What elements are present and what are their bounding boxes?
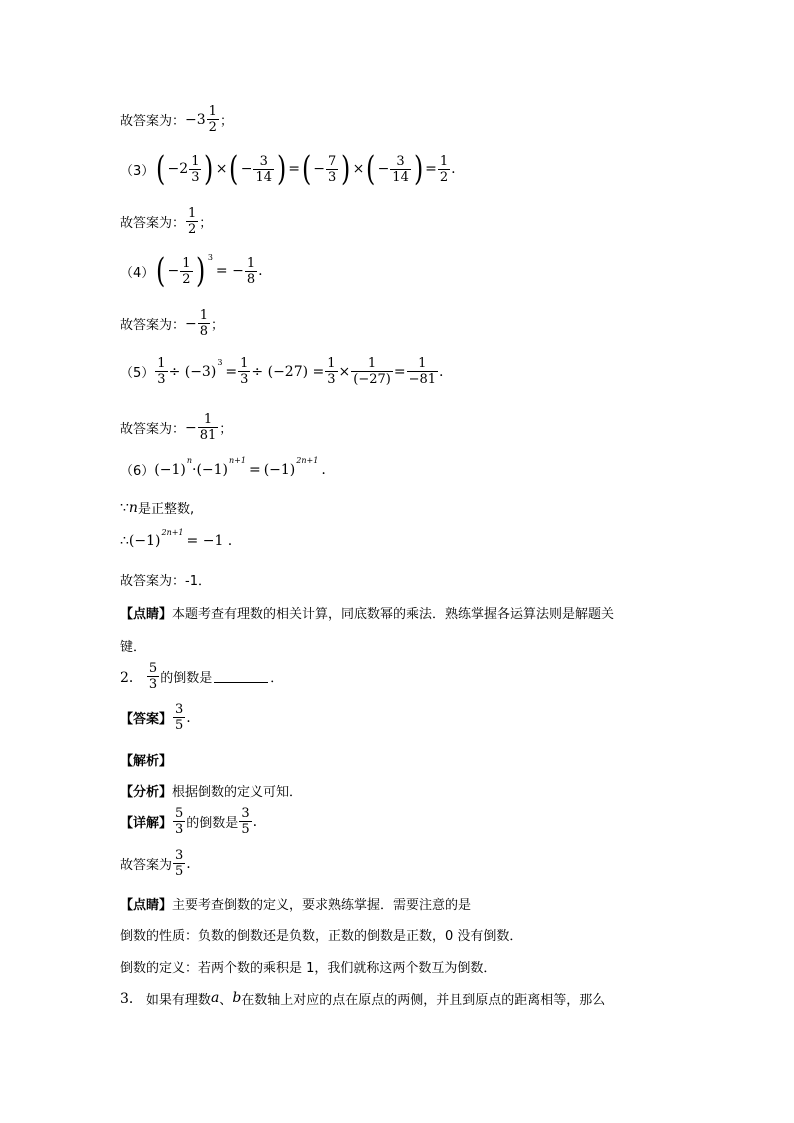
- text: 键．: [120, 640, 147, 655]
- answer-line-11: [120, 570, 211, 589]
- math-operator: ×: [338, 363, 351, 380]
- fraction: $\frac{1}{2}$: [208, 104, 217, 135]
- fraction: $\frac{7}{3}$: [328, 153, 337, 185]
- text: 倒数的定义：若两个数的乘积是 1，我们就称这两个数互为倒数．: [120, 961, 497, 976]
- answer-label: 故答案为：: [120, 216, 186, 231]
- math-text: (−1): [154, 461, 186, 478]
- math-text: −2: [167, 161, 189, 177]
- math-operator: =: [248, 461, 261, 478]
- math-text: −: [185, 315, 197, 332]
- fraction: $\frac{5}{3}$: [148, 661, 158, 692]
- section-tag: 【点睛】: [120, 898, 173, 913]
- math-operator: ·: [192, 461, 197, 478]
- answer-blank: [214, 670, 268, 683]
- exponent: n: [186, 456, 192, 465]
- section-tag: 【详解】: [120, 816, 173, 831]
- fraction: $\frac{1}{81}$: [199, 412, 217, 443]
- question-3: [120, 988, 605, 1008]
- math-operator: =: [288, 161, 301, 177]
- math-text: (−1): [263, 461, 296, 478]
- math-operator: =: [393, 363, 406, 380]
- fraction: $\frac{1}{3}$: [191, 153, 200, 185]
- answer-section: [120, 702, 191, 733]
- math-text: = −1 .: [186, 533, 233, 549]
- fraction: $\frac{1}{-81}$: [408, 356, 437, 387]
- math-text: −: [313, 161, 326, 177]
- fraction: $\frac{3}{14}$: [255, 153, 273, 185]
- text: 倒数的性质：负数的倒数还是负数，正数的倒数是正数，0 没有倒数．: [120, 929, 523, 944]
- comment-line-cont: [120, 636, 146, 655]
- fraction: $\frac{3}{5}$: [241, 806, 250, 837]
- math-text: (−1): [128, 533, 161, 549]
- exponent: n+1: [229, 456, 246, 465]
- punct: ；: [219, 114, 233, 129]
- math-text: −: [240, 161, 253, 177]
- exponent: 2n+1: [296, 456, 319, 465]
- section-tag: 【分析】: [120, 785, 173, 800]
- fraction: $\frac{1}{2}$: [439, 153, 449, 185]
- answer-label: 故答案为: [120, 858, 173, 873]
- math-operator: =: [425, 161, 437, 177]
- step-5-equation: [120, 356, 443, 387]
- comment-line: [120, 603, 614, 622]
- punct: ；: [219, 422, 233, 437]
- section-tag: 【解析】: [120, 754, 173, 769]
- exponent: 3: [207, 252, 213, 262]
- punct: 、: [219, 992, 233, 1008]
- therefore-line: [120, 527, 233, 549]
- math-variable: b: [232, 990, 242, 1006]
- fraction: $\frac{1}{3}$: [327, 356, 336, 387]
- analysis-section: [120, 750, 172, 769]
- text: 主要考查倒数的定义，要求熟练掌握．需要注意的是: [172, 898, 472, 913]
- therefore-symbol: ∴: [120, 533, 129, 549]
- detail-line: [120, 806, 257, 837]
- answer-line-5: [120, 308, 224, 339]
- math-text: −: [185, 419, 197, 436]
- step-label: （6）: [120, 464, 155, 479]
- property-line: [120, 925, 522, 944]
- because-symbol: ∵: [120, 499, 129, 516]
- punct: .: [186, 855, 191, 872]
- text: 故答案为：-1．: [120, 574, 211, 589]
- fraction: $\frac{1}{2}$: [188, 206, 197, 237]
- text: 是正整数,: [137, 502, 195, 517]
- math-variable: a: [210, 990, 220, 1006]
- punct: .: [439, 363, 444, 380]
- punct: .: [252, 813, 258, 830]
- math-text: −: [167, 263, 180, 279]
- answer-label: 故答案为：: [120, 114, 186, 129]
- math-text: ÷ (−27) =: [251, 363, 325, 380]
- punct: .: [451, 161, 456, 177]
- fraction: $\frac{5}{3}$: [175, 806, 184, 837]
- exponent: 2n+1: [161, 527, 184, 537]
- because-line: [120, 498, 194, 517]
- step-4-equation: （4） ( − $\frac{1}{2}$ ) 3 = − $\frac{1}{8}$ .: [120, 251, 263, 291]
- text: 本题考查有理数的相关计算，同底数幂的乘法．熟练掌握各运算法则是解题关: [172, 607, 615, 622]
- math-text: −: [377, 161, 390, 177]
- math-operator: ×: [352, 161, 365, 177]
- fraction: $\frac{3}{14}$: [392, 153, 409, 185]
- math-text: −3: [185, 111, 206, 128]
- fraction: $\frac{3}{5}$: [175, 848, 184, 879]
- fraction: $\frac{1}{2}$: [182, 255, 191, 287]
- text: 根据倒数的定义可知．: [172, 785, 303, 800]
- punct: ；: [211, 318, 225, 333]
- math-text: (−1): [196, 461, 229, 478]
- fraction: $\frac{1}{8}$: [199, 308, 209, 339]
- step-6-equation: [120, 456, 326, 479]
- punct: .: [186, 709, 191, 726]
- text: 在数轴上对应的点在原点的两侧，并且到原点的距离相等，那么: [241, 992, 606, 1008]
- punct: .: [258, 263, 263, 279]
- comment-line-2: [120, 894, 471, 913]
- fraction: $\frac{1}{3}$: [240, 356, 249, 387]
- step-label: （5）: [120, 366, 155, 381]
- math-text: ÷ (−3): [168, 363, 217, 380]
- analysis-line: [120, 781, 302, 800]
- math-operator: ×: [215, 161, 228, 177]
- question-2: [120, 661, 283, 692]
- answer-conclusion: [120, 848, 191, 879]
- fraction: $\frac{1}{(-27)}$: [353, 356, 391, 387]
- answer-line-1: [120, 104, 233, 135]
- fraction: $\frac{1}{8}$: [246, 255, 256, 287]
- question-number: 2．: [120, 669, 143, 686]
- question-number: 3．: [120, 991, 143, 1007]
- answer-line-3: [120, 206, 212, 237]
- punct: ；: [199, 216, 213, 231]
- math-variable: n: [128, 499, 138, 516]
- answer-label: 故答案为：: [120, 318, 186, 333]
- math-operator: =: [225, 363, 238, 380]
- math-operator: = −: [215, 263, 244, 279]
- answer-line-7: [120, 412, 232, 443]
- fraction: $\frac{1}{3}$: [157, 356, 166, 387]
- text: 如果有理数: [145, 992, 211, 1008]
- definition-line: [120, 957, 496, 976]
- step-3-equation: （3） ( −2 $\frac{1}{3}$ ) × ( − $\frac{3}{14}$ ) = ( − $\frac{7}{3}$ ) × ( − $\frac{3}{14}$ ) = $\frac{1}{2}$ .: [120, 149, 456, 189]
- exponent: 3: [217, 358, 223, 367]
- fraction: $\frac{3}{5}$: [175, 702, 184, 733]
- answer-label: 故答案为：: [120, 422, 186, 437]
- section-tag: 【点睛】: [120, 607, 173, 622]
- step-label: （4）: [120, 265, 155, 281]
- section-tag: 【答案】: [120, 712, 173, 727]
- text: 的倒数是: [160, 671, 213, 686]
- text: 的倒数是: [186, 816, 239, 831]
- punct: .: [321, 461, 326, 478]
- step-label: （3）: [120, 163, 155, 179]
- punct: ．: [270, 671, 284, 686]
